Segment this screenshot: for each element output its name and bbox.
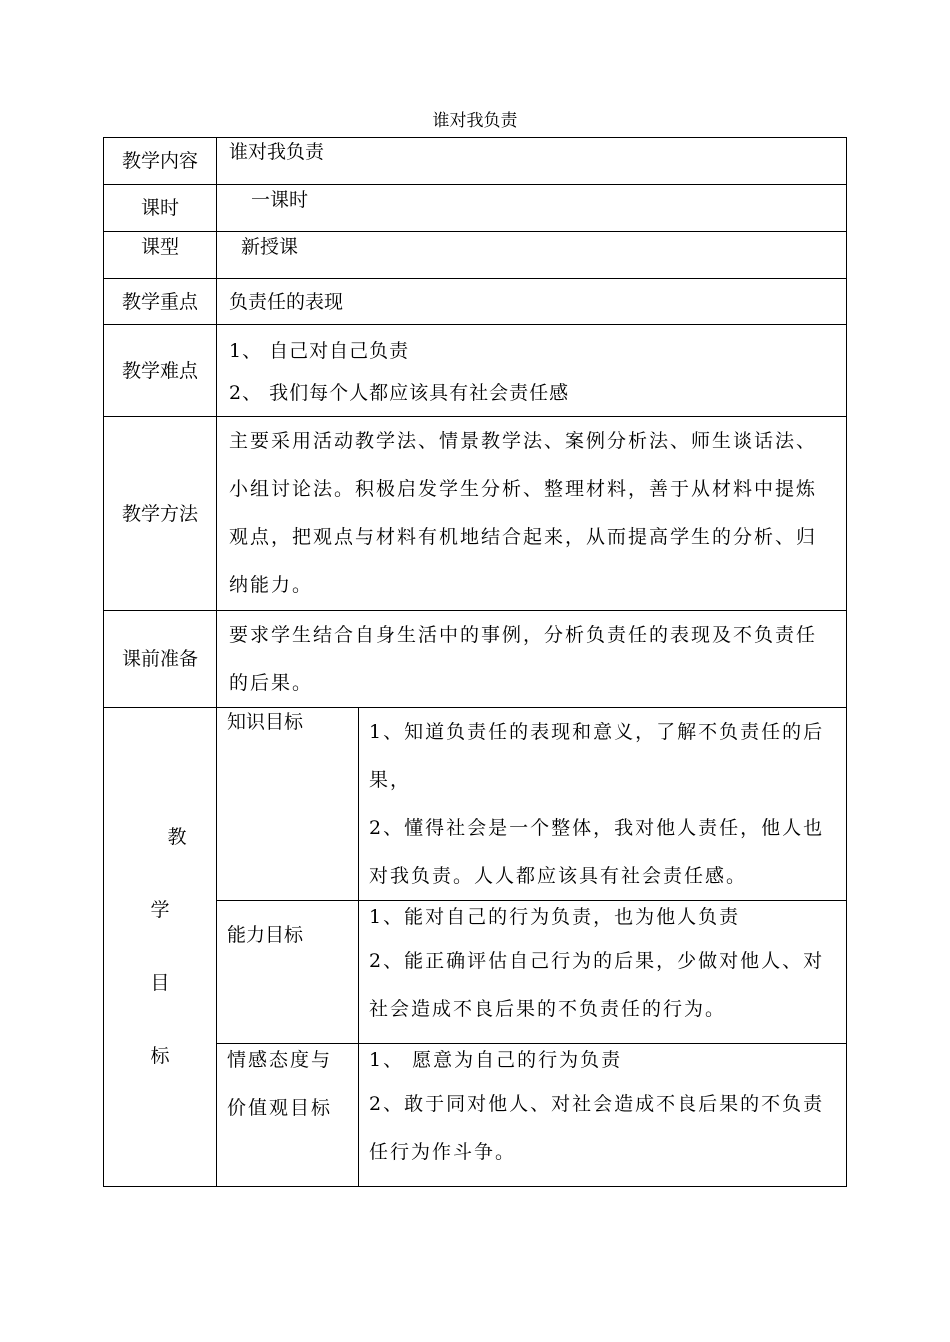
- objectives-char: 标: [150, 1045, 170, 1067]
- preparation-cell: [217, 611, 847, 708]
- row-period: [104, 185, 847, 232]
- label-type: 课型: [104, 232, 217, 279]
- emotion-label-line: 价值观目标: [227, 1097, 333, 1119]
- difficulty-list: [217, 325, 847, 417]
- method-cell: [217, 417, 847, 611]
- difficulty-item: 1、 自己对自己负责: [229, 340, 410, 362]
- label-objectives: [104, 708, 217, 1187]
- value-period: 一课时: [217, 185, 847, 232]
- page-title: 谁对我负责: [432, 111, 518, 131]
- label-content: 教学内容: [104, 138, 217, 185]
- label-key-point: 教学重点: [104, 279, 217, 325]
- row-key-point: [104, 279, 847, 325]
- objectives-char: 教: [167, 826, 187, 848]
- row-content: [104, 138, 847, 185]
- objectives-char: 目: [150, 972, 170, 994]
- label-knowledge-objective: 知识目标: [217, 708, 359, 901]
- objectives-char: 学: [150, 899, 170, 921]
- emotion-label-line: 情感态度与: [227, 1049, 333, 1071]
- method-text: 主要采用活动教学法、情景教学法、案例分析法、师生谈话法、小组讨论法。积极启发学生分析、整理材料，善于从材料中提炼观点，把观点与材料有机地结合起来，从而提高学生的分析、归纳能力。: [229, 430, 818, 596]
- value-key-point: 负责任的表现: [217, 279, 847, 325]
- row-preparation: [104, 611, 847, 708]
- emotion-item: 2、敢于同对他人、对社会造成不良后果的不负责任行为作斗争。: [369, 1093, 825, 1163]
- lesson-plan-table: [103, 137, 847, 1187]
- label-difficulty: 教学难点: [104, 325, 217, 417]
- ability-cell: [359, 901, 847, 1044]
- row-method: [104, 417, 847, 611]
- label-method: 教学方法: [104, 417, 217, 611]
- label-emotion-objective: [217, 1044, 359, 1187]
- preparation-text: 要求学生结合自身生活中的事例，分析负责任的表现及不负责任的后果。: [229, 624, 818, 694]
- emotion-cell: [359, 1044, 847, 1187]
- knowledge-item: 1、知道负责任的表现和意义，了解不负责任的后果，: [369, 721, 825, 791]
- knowledge-cell: [359, 708, 847, 901]
- ability-item: 1、能对自己的行为负责，也为他人负责: [369, 906, 741, 928]
- value-type: 新授课: [217, 232, 847, 279]
- label-period: 课时: [104, 185, 217, 232]
- knowledge-item: 2、懂得社会是一个整体，我对他人责任，他人也对我负责。人人都应该具有社会责任感。: [369, 817, 825, 887]
- label-preparation: 课前准备: [104, 611, 217, 708]
- row-difficulty: [104, 325, 847, 417]
- ability-item: 2、能正确评估自己行为的后果，少做对他人、对社会造成不良后果的不负责任的行为。: [369, 950, 825, 1020]
- label-ability-objective: 能力目标: [217, 901, 359, 1044]
- row-type: [104, 232, 847, 279]
- value-content: 谁对我负责: [217, 138, 847, 185]
- emotion-item: 1、 愿意为自己的行为负责: [369, 1049, 623, 1071]
- row-objective-knowledge: [104, 708, 847, 901]
- difficulty-item: 2、 我们每个人都应该具有社会责任感: [229, 382, 570, 404]
